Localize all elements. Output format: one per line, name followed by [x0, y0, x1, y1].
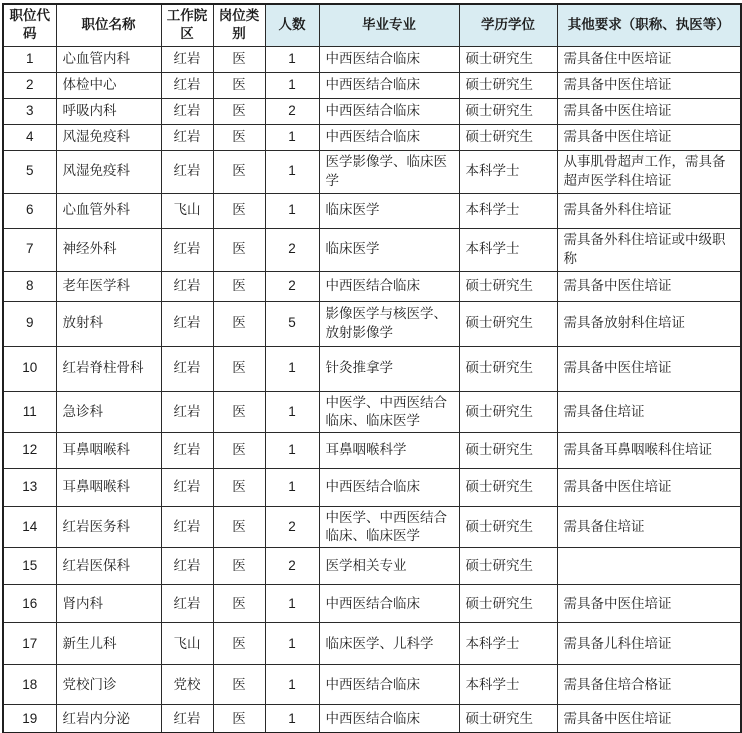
cell-degree: 硕士研究生: [459, 124, 557, 150]
cell-degree: 硕士研究生: [459, 271, 557, 301]
cell-other-requirements: 需具备耳鼻咽喉科住培证: [557, 432, 741, 468]
cell-other-requirements: 需具备外科住培证或中级职称: [557, 228, 741, 271]
cell-work-campus: 飞山: [161, 193, 213, 228]
cell-post-category: 医: [213, 506, 265, 547]
cell-other-requirements: 需具备中医住培证: [557, 346, 741, 391]
cell-position-name: 党校门诊: [56, 665, 161, 705]
cell-headcount: 2: [265, 271, 319, 301]
cell-other-requirements: 需具备中医住培证: [557, 72, 741, 98]
cell-post-category: 医: [213, 623, 265, 665]
cell-work-campus: 红岩: [161, 124, 213, 150]
cell-position-name: 耳鼻咽喉科: [56, 432, 161, 468]
cell-post-category: 医: [213, 150, 265, 193]
table-row: [3, 150, 741, 193]
cell-degree: 硕士研究生: [459, 46, 557, 72]
cell-other-requirements: 需具备外科住培证: [557, 193, 741, 228]
cell-position-name: 肾内科: [56, 585, 161, 623]
cell-other-requirements: 需具备住中医培证: [557, 46, 741, 72]
table-row: [3, 468, 741, 506]
cell-headcount: 5: [265, 301, 319, 346]
cell-degree: 硕士研究生: [459, 468, 557, 506]
cell-graduation-major: 医学影像学、临床医学: [319, 150, 459, 193]
cell-headcount: 2: [265, 506, 319, 547]
table-row: [3, 46, 741, 72]
cell-position-code: 1: [3, 46, 56, 72]
cell-position-name: 风湿免疫科: [56, 124, 161, 150]
cell-work-campus: 红岩: [161, 548, 213, 585]
cell-other-requirements: 需具备住培证: [557, 391, 741, 432]
cell-position-name: 耳鼻咽喉科: [56, 468, 161, 506]
table-row: [3, 193, 741, 228]
cell-graduation-major: 中西医结合临床: [319, 705, 459, 733]
cell-position-code: 19: [3, 705, 56, 733]
cell-post-category: 医: [213, 665, 265, 705]
cell-degree: 本科学士: [459, 665, 557, 705]
cell-headcount: 1: [265, 193, 319, 228]
cell-post-category: 医: [213, 46, 265, 72]
cell-graduation-major: 临床医学: [319, 193, 459, 228]
cell-work-campus: 红岩: [161, 301, 213, 346]
cell-position-code: 5: [3, 150, 56, 193]
cell-headcount: 1: [265, 391, 319, 432]
cell-position-name: 红岩医务科: [56, 506, 161, 547]
cell-headcount: 1: [265, 124, 319, 150]
table-row: [3, 98, 741, 124]
cell-position-code: 11: [3, 391, 56, 432]
cell-position-code: 17: [3, 623, 56, 665]
cell-degree: 硕士研究生: [459, 705, 557, 733]
cell-work-campus: 红岩: [161, 391, 213, 432]
cell-headcount: 1: [265, 150, 319, 193]
cell-headcount: 2: [265, 228, 319, 271]
cell-post-category: 医: [213, 432, 265, 468]
cell-position-name: 急诊科: [56, 391, 161, 432]
cell-work-campus: 红岩: [161, 150, 213, 193]
cell-headcount: 2: [265, 98, 319, 124]
cell-degree: 硕士研究生: [459, 301, 557, 346]
cell-graduation-major: 影像医学与核医学、放射影像学: [319, 301, 459, 346]
cell-post-category: 医: [213, 346, 265, 391]
cell-position-code: 3: [3, 98, 56, 124]
recruitment-table: [2, 3, 742, 733]
table-row: [3, 72, 741, 98]
cell-position-code: 7: [3, 228, 56, 271]
table-row: [3, 301, 741, 346]
table-row: [3, 271, 741, 301]
cell-post-category: 医: [213, 124, 265, 150]
cell-graduation-major: 中西医结合临床: [319, 98, 459, 124]
cell-post-category: 医: [213, 585, 265, 623]
cell-post-category: 医: [213, 228, 265, 271]
cell-other-requirements: 需具备中医住培证: [557, 124, 741, 150]
cell-position-name: 老年医学科: [56, 271, 161, 301]
cell-degree: 本科学士: [459, 150, 557, 193]
cell-graduation-major: 医学相关专业: [319, 548, 459, 585]
cell-work-campus: 红岩: [161, 705, 213, 733]
cell-headcount: 1: [265, 705, 319, 733]
header-cell-graduation-major: 毕业专业: [319, 4, 459, 46]
cell-position-code: 9: [3, 301, 56, 346]
cell-position-code: 12: [3, 432, 56, 468]
cell-degree: 本科学士: [459, 228, 557, 271]
cell-degree: 硕士研究生: [459, 346, 557, 391]
cell-position-name: 神经外科: [56, 228, 161, 271]
cell-work-campus: 红岩: [161, 506, 213, 547]
header-cell-work-campus: 工作院区: [161, 4, 213, 46]
cell-graduation-major: 中西医结合临床: [319, 468, 459, 506]
cell-graduation-major: 中西医结合临床: [319, 585, 459, 623]
cell-headcount: 1: [265, 585, 319, 623]
table-row: [3, 228, 741, 271]
cell-degree: 本科学士: [459, 623, 557, 665]
cell-degree: 硕士研究生: [459, 506, 557, 547]
cell-other-requirements: 需具备中医住培证: [557, 98, 741, 124]
cell-headcount: 1: [265, 665, 319, 705]
cell-graduation-major: 中西医结合临床: [319, 124, 459, 150]
table-row: [3, 705, 741, 733]
cell-other-requirements: 需具备中医住培证: [557, 705, 741, 733]
cell-position-name: 红岩内分泌: [56, 705, 161, 733]
header-cell-headcount: 人数: [265, 4, 319, 46]
cell-other-requirements: [557, 548, 741, 585]
cell-degree: 硕士研究生: [459, 585, 557, 623]
cell-post-category: 医: [213, 72, 265, 98]
table-row: [3, 548, 741, 585]
cell-graduation-major: 针灸推拿学: [319, 346, 459, 391]
table-row: [3, 346, 741, 391]
cell-degree: 本科学士: [459, 193, 557, 228]
cell-work-campus: 红岩: [161, 346, 213, 391]
cell-graduation-major: 临床医学、儿科学: [319, 623, 459, 665]
cell-other-requirements: 需具备中医住培证: [557, 585, 741, 623]
cell-work-campus: 红岩: [161, 468, 213, 506]
cell-position-code: 16: [3, 585, 56, 623]
cell-degree: 硕士研究生: [459, 548, 557, 585]
cell-position-name: 红岩医保科: [56, 548, 161, 585]
cell-position-name: 新生儿科: [56, 623, 161, 665]
table-row: [3, 623, 741, 665]
cell-work-campus: 红岩: [161, 46, 213, 72]
cell-headcount: 1: [265, 72, 319, 98]
cell-headcount: 2: [265, 548, 319, 585]
table-row: [3, 585, 741, 623]
cell-work-campus: 红岩: [161, 72, 213, 98]
cell-graduation-major: 中西医结合临床: [319, 271, 459, 301]
table-row: [3, 124, 741, 150]
header-cell-position-code: 职位代码: [3, 4, 56, 46]
cell-position-code: 10: [3, 346, 56, 391]
cell-post-category: 医: [213, 705, 265, 733]
header-cell-other-requirements: 其他要求（职称、执医等）: [557, 4, 741, 46]
cell-post-category: 医: [213, 468, 265, 506]
cell-headcount: 1: [265, 346, 319, 391]
cell-graduation-major: 中西医结合临床: [319, 46, 459, 72]
cell-position-code: 4: [3, 124, 56, 150]
cell-work-campus: 红岩: [161, 432, 213, 468]
table-row: [3, 391, 741, 432]
cell-work-campus: 红岩: [161, 98, 213, 124]
cell-post-category: 医: [213, 271, 265, 301]
table-row: [3, 432, 741, 468]
cell-position-code: 14: [3, 506, 56, 547]
table-header: [3, 4, 741, 46]
cell-other-requirements: 需具备放射科住培证: [557, 301, 741, 346]
cell-position-name: 心血管内科: [56, 46, 161, 72]
header-cell-position-name: 职位名称: [56, 4, 161, 46]
cell-degree: 硕士研究生: [459, 72, 557, 98]
cell-graduation-major: 耳鼻咽喉科学: [319, 432, 459, 468]
cell-degree: 硕士研究生: [459, 432, 557, 468]
header-cell-degree: 学历学位: [459, 4, 557, 46]
cell-degree: 硕士研究生: [459, 391, 557, 432]
cell-degree: 硕士研究生: [459, 98, 557, 124]
header-cell-post-category: 岗位类别: [213, 4, 265, 46]
cell-position-code: 13: [3, 468, 56, 506]
cell-position-code: 6: [3, 193, 56, 228]
cell-work-campus: 红岩: [161, 271, 213, 301]
cell-other-requirements: 从事肌骨超声工作，需具备超声医学科住培证: [557, 150, 741, 193]
cell-position-name: 呼吸内科: [56, 98, 161, 124]
cell-position-code: 15: [3, 548, 56, 585]
cell-headcount: 1: [265, 468, 319, 506]
cell-position-name: 体检中心: [56, 72, 161, 98]
cell-post-category: 医: [213, 193, 265, 228]
cell-graduation-major: 中医学、中西医结合临床、临床医学: [319, 506, 459, 547]
cell-post-category: 医: [213, 391, 265, 432]
cell-position-code: 18: [3, 665, 56, 705]
cell-work-campus: 红岩: [161, 228, 213, 271]
cell-graduation-major: 临床医学: [319, 228, 459, 271]
cell-position-code: 2: [3, 72, 56, 98]
cell-position-name: 红岩脊柱骨科: [56, 346, 161, 391]
table-body: [3, 46, 741, 733]
cell-other-requirements: 需具备儿科住培证: [557, 623, 741, 665]
cell-headcount: 1: [265, 46, 319, 72]
cell-headcount: 1: [265, 432, 319, 468]
cell-position-name: 放射科: [56, 301, 161, 346]
cell-other-requirements: 需具备住培证: [557, 506, 741, 547]
cell-graduation-major: 中医学、中西医结合临床、临床医学: [319, 391, 459, 432]
cell-post-category: 医: [213, 98, 265, 124]
header-row: [3, 4, 741, 46]
table-row: [3, 665, 741, 705]
table-row: [3, 506, 741, 547]
cell-graduation-major: 中西医结合临床: [319, 665, 459, 705]
cell-other-requirements: 需具备中医住培证: [557, 271, 741, 301]
cell-work-campus: 党校: [161, 665, 213, 705]
cell-graduation-major: 中西医结合临床: [319, 72, 459, 98]
cell-position-name: 心血管外科: [56, 193, 161, 228]
cell-post-category: 医: [213, 548, 265, 585]
cell-work-campus: 红岩: [161, 585, 213, 623]
cell-work-campus: 飞山: [161, 623, 213, 665]
cell-post-category: 医: [213, 301, 265, 346]
cell-position-code: 8: [3, 271, 56, 301]
cell-headcount: 1: [265, 623, 319, 665]
cell-other-requirements: 需具备住培合格证: [557, 665, 741, 705]
cell-other-requirements: 需具备中医住培证: [557, 468, 741, 506]
cell-position-name: 风湿免疫科: [56, 150, 161, 193]
